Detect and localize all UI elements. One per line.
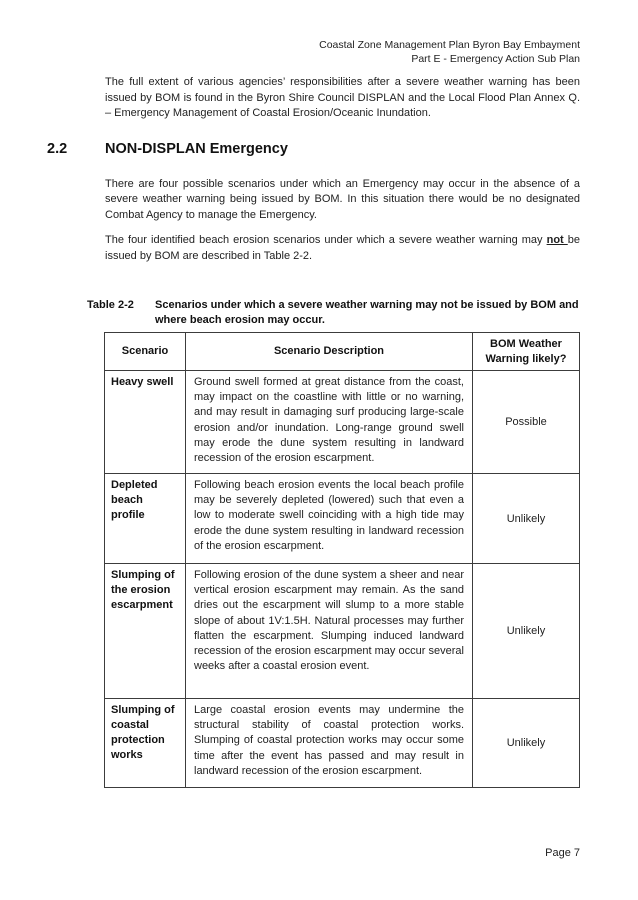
table-caption-label: Table 2-2 <box>87 299 134 311</box>
table-ref-emphasis-not: not <box>546 234 568 246</box>
section-number: 2.2 <box>47 140 68 157</box>
header-line-1: Coastal Zone Management Plan Byron Bay Embayment <box>319 39 580 51</box>
column-header-warning: BOM Weather Warning likely? <box>473 333 580 371</box>
intro-paragraph: The full extent of various agencies’ responsibilities after a severe weather warning has been issued by BOM is found in the Byron Shire Council DISPLAN and the Local Flood Plan Annex Q. – Emergency Management of Coastal Erosion/Oceanic Inundation. <box>105 76 580 119</box>
table-caption <box>87 298 580 328</box>
table-row <box>105 371 580 474</box>
table-ref-text-after: be issued by BOM are described in Table 2-2. <box>105 234 580 262</box>
section-title: NON-DISPLAN Emergency <box>105 140 288 157</box>
scenario-name: Heavy swell <box>105 371 186 474</box>
table-ref-text-before: The four identified beach erosion scenarios under which a severe weather warning may <box>105 234 547 246</box>
scenario-name: Depleted beach profile <box>105 474 186 564</box>
column-header-description: Scenario Description <box>186 333 473 371</box>
scenario-description: Following beach erosion events the local beach profile may be severely depleted (lowered) such that even a low to moderate swell coinciding with a high tide may erode the dune system resulting in landward recession of the erosion escarpment. <box>186 474 473 564</box>
table-row <box>105 564 580 699</box>
scenario-table <box>104 332 580 788</box>
warning-likelihood: Unlikely <box>473 474 580 564</box>
table-caption-text: Scenarios under which a severe weather warning may not be issued by BOM and where beach erosion may occur. <box>155 299 579 326</box>
scenario-name: Slumping of coastal protection works <box>105 699 186 788</box>
document-header <box>105 38 580 66</box>
table-reference-paragraph <box>105 233 580 264</box>
warning-likelihood: Possible <box>473 371 580 474</box>
scenario-name: Slumping of the erosion escarpment <box>105 564 186 699</box>
table-header-row <box>105 333 580 371</box>
warning-likelihood: Unlikely <box>473 699 580 788</box>
scenario-description: Ground swell formed at great distance from the coast, may impact on the coastline with little or no warning, and may result in damaging surf producing large-scale erosion and/or inundation. Long-range ground swell may erode the dune system resulting in landward recession of the erosion escarpment. <box>186 371 473 474</box>
header-line-2: Part E - Emergency Action Sub Plan <box>411 53 580 65</box>
scenario-description: Large coastal erosion events may undermine the structural stability of coastal protection works. Slumping of coastal protection works may occur some time after the event has passed and may result in landward recession of the erosion escarpment. <box>186 699 473 788</box>
section-heading <box>47 140 580 158</box>
table-row <box>105 699 580 788</box>
warning-likelihood: Unlikely <box>473 564 580 699</box>
table-row <box>105 474 580 564</box>
column-header-scenario: Scenario <box>105 333 186 371</box>
scenarios-paragraph: There are four possible scenarios under which an Emergency may occur in the absence of a severe weather warning being issued by BOM. In this situation there would be no designated Combat Agency to manage the Emergency. <box>105 177 580 221</box>
page-number: Page 7 <box>545 847 580 859</box>
scenario-description: Following erosion of the dune system a sheer and near vertical erosion escarpment may remain. As the sand dries out the escarpment will slump to a more stable slope of about 1V:1.5H. Natural processes may further flatten the escarpment. Slumping induced landward recession of the erosion escarpment may occur several weeks after a coastal erosion event. <box>186 564 473 699</box>
